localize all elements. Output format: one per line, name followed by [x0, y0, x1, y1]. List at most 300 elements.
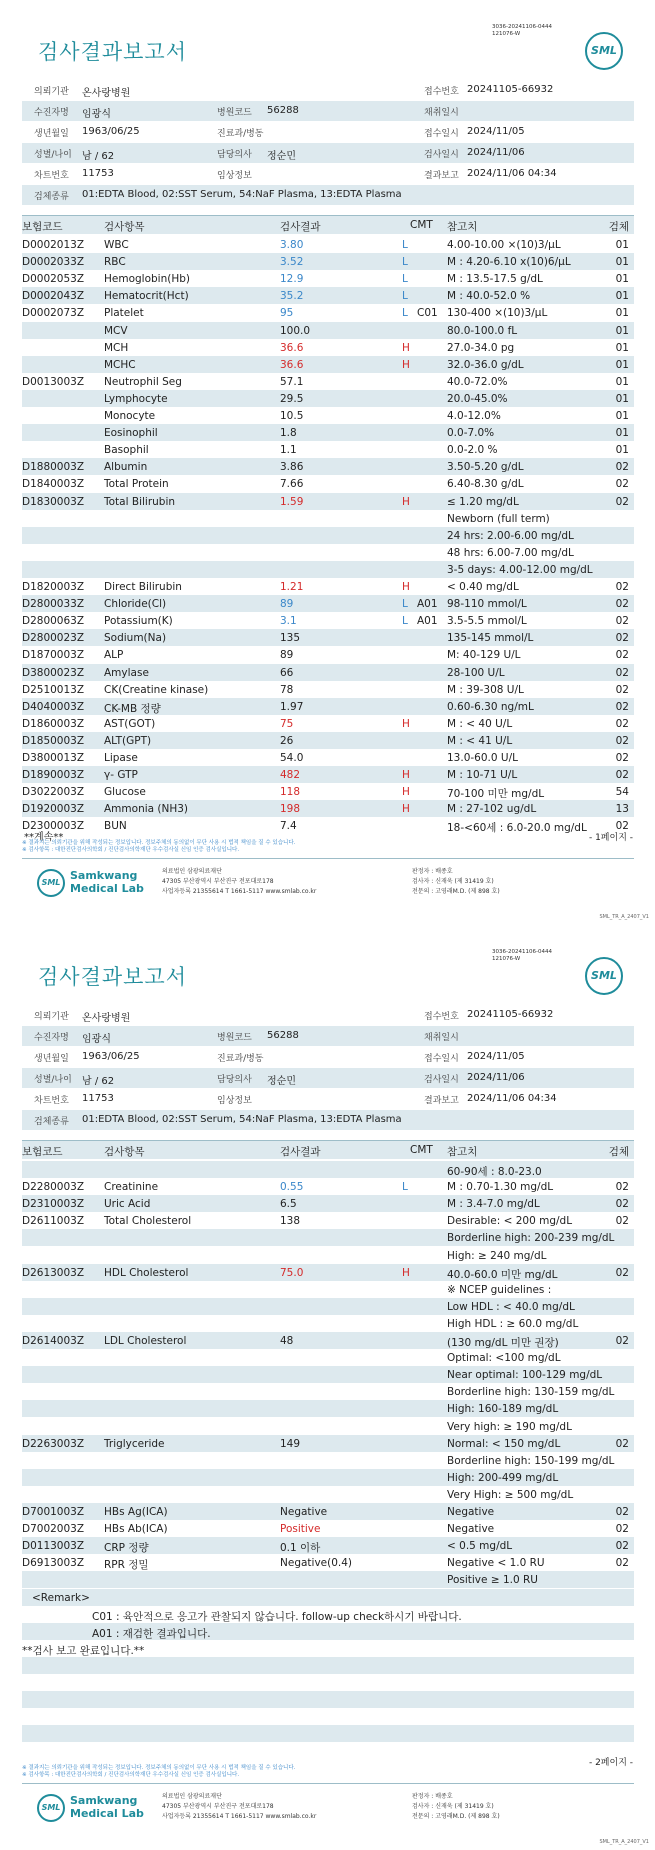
table-row: [22, 1486, 634, 1503]
header-value: 임광식: [82, 109, 111, 120]
header-value: 온사랑병원: [82, 88, 131, 99]
test-result: Positive: [280, 1523, 321, 1536]
sign-line: 판정자 : 배종호: [412, 1793, 453, 1800]
footer: [22, 1783, 634, 1833]
insurance-code: D7002003Z: [22, 1523, 85, 1536]
header-label: 담당의사: [217, 150, 252, 160]
specimen-code: 02: [615, 1198, 629, 1211]
address-line: 사업자등록 21355614 T 1661-5117 www.smlab.co.kr: [162, 888, 317, 895]
test-name: MCHC: [104, 358, 136, 371]
flag: H: [402, 581, 410, 593]
test-result: 10.5: [280, 410, 304, 422]
insurance-code: D2280003Z: [22, 1181, 85, 1194]
form-version: SML_TR_A_2407_V1: [599, 914, 649, 920]
insurance-code: D2263003Z: [22, 1437, 85, 1450]
test-name: Total Bilirubin: [104, 495, 176, 508]
header-value: 임광식: [82, 1034, 111, 1045]
reference-range: < 0.5 mg/dL: [447, 1540, 513, 1553]
table-row: [22, 698, 634, 715]
table-row: [22, 664, 634, 681]
header-row: [22, 1068, 634, 1088]
reference-range: M : 0.70-1.30 mg/dL: [447, 1181, 554, 1194]
test-result: 0.55: [280, 1181, 304, 1194]
test-result: 89: [280, 649, 294, 662]
header-row: [22, 164, 634, 184]
header-label: 검체종류: [34, 1117, 69, 1127]
column-header: 검사항목: [104, 1146, 145, 1158]
insurance-code: D6913003Z: [22, 1557, 85, 1570]
table-row: [22, 1247, 634, 1264]
test-result: 95: [280, 307, 294, 320]
specimen-code: 02: [615, 632, 629, 645]
test-result: 3.52: [280, 256, 304, 269]
test-name: LDL Cholesterol: [104, 1335, 187, 1347]
reference-range: 130-400 ×(10)3/μL: [447, 307, 548, 320]
header-label: 채취일시: [424, 108, 459, 118]
test-name: RBC: [104, 256, 126, 269]
insurance-code: D2800033Z: [22, 598, 85, 611]
test-result: 26: [280, 734, 294, 747]
specimen-code: 01: [615, 273, 629, 286]
flag: L: [402, 239, 408, 251]
column-header: 보험코드: [22, 1146, 63, 1158]
table-row: [22, 356, 634, 373]
comment-code: A01: [417, 615, 438, 628]
header-value: 1963/06/25: [82, 1051, 140, 1062]
brand-line: Samkwang: [70, 869, 138, 882]
empty-row: [22, 1708, 634, 1725]
specimen-code: 02: [615, 1181, 629, 1194]
test-result: 29.5: [280, 392, 304, 405]
footer-note-line: ※ 검사항목 : 대한진단검사의학회 / 진단검사의학재단 우수검사실 신임 인증 검사실입니다.: [22, 1772, 240, 1778]
specimen-code: 01: [615, 358, 629, 371]
reference-range: 60-90세 : 8.0-23.0: [447, 1166, 542, 1178]
header-value: 2024/11/05: [467, 1051, 525, 1062]
test-name: Sodium(Na): [104, 632, 167, 645]
column-header: 보험코드: [22, 221, 63, 233]
reference-range: 18-<60세 : 6.0-20.0 mg/dL: [447, 822, 587, 835]
header-label: 접수일시: [424, 1054, 459, 1064]
test-result: 12.9: [280, 273, 304, 286]
specimen-code: 02: [615, 683, 629, 696]
table-row: [22, 1537, 634, 1554]
insurance-code: D0002043Z: [22, 290, 85, 303]
test-name: Total Protein: [104, 478, 169, 491]
reference-range: 4.00-10.00 ×(10)3/μL: [447, 239, 561, 251]
specimen-code: 02: [615, 1557, 629, 1570]
reference-range: Low HDL : < 40.0 mg/dL: [447, 1300, 575, 1313]
header-label: 생년월일: [34, 1054, 69, 1064]
test-result: 66: [280, 666, 294, 679]
test-name: CK-MB 정량: [104, 702, 161, 715]
reference-range: 24 hrs: 2.00-6.00 mg/dL: [447, 529, 574, 542]
table-row: [22, 287, 634, 304]
header-row: [22, 1110, 634, 1130]
column-header: 검사결과: [280, 1146, 321, 1158]
reference-range: 0.0-2.0 %: [447, 444, 498, 457]
header-value: 2024/11/06: [467, 147, 525, 158]
flag: L: [402, 615, 408, 628]
header-row: [22, 101, 634, 121]
comment-code: A01: [417, 598, 438, 611]
table-row: [22, 1161, 634, 1178]
test-result: 57.1: [280, 375, 304, 388]
reference-range: 40.0-72.0%: [447, 375, 508, 388]
test-name: CK(Creatine kinase): [104, 683, 209, 696]
test-result: 100.0: [280, 324, 311, 337]
insurance-code: D2800023Z: [22, 632, 85, 645]
reference-range: (130 mg/dL 미만 권장): [447, 1337, 559, 1349]
lab-address: [162, 1792, 316, 1822]
header-value: 2024/11/06 04:34: [467, 168, 557, 179]
table-row: [22, 1315, 634, 1332]
specimen-code: 01: [615, 341, 629, 354]
reference-range: 32.0-36.0 g/dL: [447, 358, 524, 371]
empty-row: [22, 1674, 634, 1691]
table-row: [22, 510, 634, 527]
flag: H: [402, 341, 410, 354]
reference-range: High: ≥ 240 mg/dL: [447, 1249, 547, 1262]
header-value: 56288: [267, 105, 299, 116]
address-line: 47305 부산광역시 부산진구 전포대로178: [162, 878, 274, 885]
table-row: [22, 578, 634, 595]
reference-range: 80.0-100.0 fL: [447, 324, 518, 337]
reference-range: M : 10-71 U/L: [447, 769, 518, 782]
test-name: Hemoglobin(Hb): [104, 273, 191, 286]
table-row: [22, 1264, 634, 1281]
specimen-code: 01: [615, 290, 629, 303]
flag: H: [402, 769, 410, 782]
specimen-code: 01: [615, 324, 629, 337]
sign-line: 검사자 : 신재욱 (제 31419 호): [412, 878, 494, 885]
table-row: [22, 236, 634, 253]
specimen-code: 02: [615, 1540, 629, 1553]
insurance-code: D0002013Z: [22, 239, 85, 251]
header-label: 진료과/병동: [217, 1054, 264, 1064]
table-row: [22, 458, 634, 475]
flag: H: [402, 786, 410, 799]
empty-row: [22, 1691, 634, 1708]
test-name: ALP: [104, 649, 124, 662]
test-name: Platelet: [104, 307, 144, 320]
header-row: [22, 1089, 634, 1109]
header-value: 01:EDTA Blood, 02:SST Serum, 54:NaF Plasma, 13:EDTA Plasma: [82, 189, 402, 200]
insurance-code: D2310003Z: [22, 1198, 85, 1211]
reference-range: Borderline high: 150-199 mg/dL: [447, 1454, 615, 1467]
test-result: 482: [280, 769, 301, 782]
table-row: [22, 339, 634, 356]
insurance-code: D2614003Z: [22, 1335, 85, 1347]
reference-range: ≤ 1.20 mg/dL: [447, 495, 519, 508]
flag: L: [402, 256, 408, 269]
address-line: 의료법인 삼광의료재단: [162, 1793, 222, 1800]
reference-range: 20.0-45.0%: [447, 392, 508, 405]
reference-range: M: 40-129 U/L: [447, 649, 521, 662]
reference-range: Normal: < 150 mg/dL: [447, 1437, 561, 1450]
insurance-code: D1890003Z: [22, 769, 85, 782]
sign-line: 전문의 : 고영래M.D. (제 898 호): [412, 888, 500, 895]
doc-code-line: 3036-20241106-0444: [492, 24, 552, 30]
flag: L: [402, 1181, 408, 1194]
test-name: Uric Acid: [104, 1198, 151, 1211]
reference-range: 3-5 days: 4.00-12.00 mg/dL: [447, 563, 593, 576]
footer-note-line: ※ 결과지는 의뢰기관을 위해 작성되는 정보입니다. 정보주체의 동의없이 무단 사용 시 법적 책임을 질 수 있습니다.: [22, 1765, 296, 1771]
insurance-code: D1840003Z: [22, 478, 85, 491]
reference-range: Borderline high: 200-239 mg/dL: [447, 1232, 615, 1245]
empty-row: [22, 1657, 634, 1674]
specimen-code: 02: [615, 598, 629, 611]
column-header: 검체: [608, 1146, 629, 1158]
test-name: AST(GOT): [104, 717, 156, 730]
table-row: [22, 1332, 634, 1349]
header-value: 11753: [82, 168, 114, 179]
reference-range: M : < 41 U/L: [447, 734, 513, 747]
brand-line: Medical Lab: [70, 882, 144, 895]
table-row: [22, 253, 634, 270]
specimen-code: 02: [615, 478, 629, 491]
test-result: 36.6: [280, 358, 304, 371]
test-name: HBs Ag(ICA): [104, 1506, 168, 1518]
test-name: MCH: [104, 341, 129, 354]
header-label: 차트번호: [34, 171, 69, 181]
test-name: Neutrophil Seg: [104, 375, 182, 388]
table-row: [22, 493, 634, 510]
specimen-code: 01: [615, 392, 629, 405]
specimen-code: 01: [615, 444, 629, 457]
test-name: MCV: [104, 324, 128, 337]
table-row: [22, 407, 634, 424]
table-row: [22, 766, 634, 783]
test-name: Hematocrit(Hct): [104, 290, 189, 303]
specimen-code: 01: [615, 375, 629, 388]
header-row: [22, 1026, 634, 1046]
insurance-code: D0002033Z: [22, 256, 85, 269]
empty-row: [22, 1725, 634, 1742]
sml-logo: SML: [585, 32, 623, 70]
insurance-code: D3022003Z: [22, 786, 85, 799]
reference-range: M : 27-102 ug/dL: [447, 803, 537, 816]
specimen-code: 13: [615, 803, 629, 816]
table-row: [22, 629, 634, 646]
reference-range: High: 160-189 mg/dL: [447, 1403, 559, 1416]
specimen-code: 01: [615, 239, 629, 251]
address-line: 사업자등록 21355614 T 1661-5117 www.smlab.co.kr: [162, 1813, 317, 1820]
table-row: [22, 1503, 634, 1520]
insurance-code: D2800063Z: [22, 615, 85, 628]
comment-code: C01: [417, 307, 438, 320]
header-value: 11753: [82, 1093, 114, 1104]
header-row: [22, 80, 634, 100]
test-name: HBs Ab(ICA): [104, 1523, 168, 1536]
test-name: Chloride(Cl): [104, 598, 167, 611]
header-value: 2024/11/05: [467, 126, 525, 137]
test-result: 75.0: [280, 1266, 304, 1279]
test-result: 1.97: [280, 700, 304, 713]
reference-range: 13.0-60.0 U/L: [447, 752, 518, 764]
test-name: γ- GTP: [104, 769, 138, 782]
header-value: 남 / 62: [82, 1076, 115, 1087]
header-label: 임상정보: [217, 171, 252, 181]
table-row: [22, 612, 634, 629]
test-result: 75: [280, 717, 294, 730]
table-header-row: [22, 1140, 634, 1159]
table-row: [22, 373, 634, 390]
table-row: [22, 1212, 634, 1229]
test-result: 1.1: [280, 444, 297, 457]
insurance-code: D1820003Z: [22, 581, 85, 593]
sign-line: 전문의 : 고영래M.D. (제 898 호): [412, 1813, 500, 1820]
table-row: [22, 1229, 634, 1246]
reference-range: Newborn (full term): [447, 512, 550, 525]
footer: [22, 858, 634, 908]
test-result: 135: [280, 632, 301, 645]
reference-range: 70-100 미만 mg/dL: [447, 788, 545, 801]
insurance-code: D2510013Z: [22, 683, 85, 696]
test-result: 35.2: [280, 290, 304, 303]
header-label: 접수일시: [424, 129, 459, 139]
header-label: 임상정보: [217, 1096, 252, 1106]
remark-text: <Remark>: [32, 1591, 90, 1604]
header-value: 56288: [267, 1030, 299, 1041]
reference-range: M : 3.4-7.0 mg/dL: [447, 1198, 540, 1211]
footer-note: [22, 1765, 634, 1779]
specimen-code: 02: [615, 1266, 629, 1279]
table-row: [22, 783, 634, 800]
brand-line: Medical Lab: [70, 1807, 144, 1820]
footer-note-line: ※ 검사항목 : 대한진단검사의학회 / 진단검사의학재단 우수검사실 신임 인증 검사실입니다.: [22, 847, 240, 853]
brand-name: [70, 1794, 144, 1820]
table-row: [22, 322, 634, 339]
table-row: [22, 527, 634, 544]
specimen-code: 02: [615, 495, 629, 508]
test-name: CRP 정량: [104, 1542, 149, 1555]
header-label: 결과보고: [424, 171, 459, 181]
page-number: - 2페이지 -: [588, 1758, 633, 1768]
header-label: 검사일시: [424, 150, 459, 160]
test-result: 3.80: [280, 239, 304, 251]
header-label: 수진자명: [34, 1033, 69, 1043]
test-result: 1.21: [280, 581, 304, 593]
brand-line: Samkwang: [70, 1794, 138, 1807]
header-value: 2024/11/06: [467, 1072, 525, 1083]
test-name: Amylase: [104, 666, 149, 679]
flag: L: [402, 598, 408, 611]
specimen-code: 02: [615, 461, 629, 474]
header-label: 채취일시: [424, 1033, 459, 1043]
continue-label: **계속**: [24, 832, 64, 843]
sml-logo: SML: [585, 957, 623, 995]
specimen-code: 02: [615, 581, 629, 593]
test-name: WBC: [104, 239, 129, 251]
reference-range: 6.40-8.30 g/dL: [447, 478, 524, 491]
remark-row: [22, 1640, 634, 1657]
table-row: [22, 1571, 634, 1588]
specimen-code: 02: [615, 1437, 629, 1450]
test-name: Triglyceride: [104, 1437, 165, 1450]
test-result: Negative: [280, 1506, 328, 1518]
test-name: Albumin: [104, 461, 148, 474]
insurance-code: D1850003Z: [22, 734, 85, 747]
header-row: [22, 185, 634, 205]
test-result: 198: [280, 803, 301, 816]
reference-range: M : 40.0-52.0 %: [447, 290, 531, 303]
test-name: ALT(GPT): [104, 734, 152, 747]
doc-code-line: 121076-W: [492, 956, 521, 962]
test-result: 138: [280, 1215, 301, 1228]
empty-row: [22, 1742, 634, 1759]
specimen-code: 02: [615, 1523, 629, 1536]
test-name: Basophil: [104, 444, 149, 457]
insurance-code: D4040003Z: [22, 700, 85, 713]
table-row: [22, 1418, 634, 1435]
reference-range: Negative: [447, 1506, 495, 1518]
table-row: [22, 1469, 634, 1486]
reference-range: Negative: [447, 1523, 495, 1536]
specimen-code: 02: [615, 717, 629, 730]
test-result: 48: [280, 1335, 294, 1347]
test-result: 1.8: [280, 427, 297, 440]
reference-range: 28-100 U/L: [447, 666, 505, 679]
specimen-code: 54: [615, 786, 629, 799]
test-name: Potassium(K): [104, 615, 173, 628]
specimen-code: 01: [615, 410, 629, 422]
specimen-code: 01: [615, 256, 629, 269]
insurance-code: D0113003Z: [22, 1540, 85, 1553]
insurance-code: D1870003Z: [22, 649, 85, 662]
header-label: 성별/나이: [34, 1075, 72, 1085]
specimen-code: 02: [615, 752, 629, 764]
header-value: 20241105-66932: [467, 1009, 554, 1020]
insurance-code: D2613003Z: [22, 1266, 85, 1279]
table-row: [22, 1400, 634, 1417]
specimen-code: 01: [615, 307, 629, 320]
signatures: [412, 1792, 500, 1822]
sml-footer-logo: SML: [37, 1794, 65, 1822]
table-row: [22, 270, 634, 287]
table-header-row: [22, 215, 634, 234]
test-result: Negative(0.4): [280, 1557, 353, 1570]
test-result: 149: [280, 1437, 301, 1450]
test-name: Glucose: [104, 786, 146, 799]
specimen-code: 02: [615, 649, 629, 662]
header-label: 검사일시: [424, 1075, 459, 1085]
reference-range: Positive ≥ 1.0 RU: [447, 1574, 538, 1587]
sml-footer-logo: SML: [37, 869, 65, 897]
reference-range: 3.50-5.20 g/dL: [447, 461, 524, 474]
reference-range: Very high: ≥ 190 mg/dL: [447, 1420, 572, 1433]
remark-row: [22, 1623, 634, 1640]
report-title: 검사결과보고서: [38, 965, 188, 989]
sign-line: 판정자 : 배종호: [412, 868, 453, 875]
specimen-code: 02: [615, 1506, 629, 1518]
reference-range: 40.0-60.0 미만 mg/dL: [447, 1268, 558, 1281]
header-value: 20241105-66932: [467, 84, 554, 95]
test-result: 89: [280, 598, 294, 611]
report-title: 검사결과보고서: [38, 40, 188, 64]
test-result: 3.1: [280, 615, 297, 628]
test-result: 36.6: [280, 341, 304, 354]
reference-range: ※ NCEP guidelines :: [447, 1283, 552, 1296]
reference-range: 4.0-12.0%: [447, 410, 501, 422]
insurance-code: D2611003Z: [22, 1215, 85, 1228]
header-label: 결과보고: [424, 1096, 459, 1106]
test-name: Direct Bilirubin: [104, 581, 182, 593]
flag: L: [402, 307, 408, 320]
flag: H: [402, 803, 410, 816]
reference-range: Optimal: <100 mg/dL: [447, 1352, 561, 1365]
table-row: [22, 544, 634, 561]
header-value: 01:EDTA Blood, 02:SST Serum, 54:NaF Plasma, 13:EDTA Plasma: [82, 1114, 402, 1125]
